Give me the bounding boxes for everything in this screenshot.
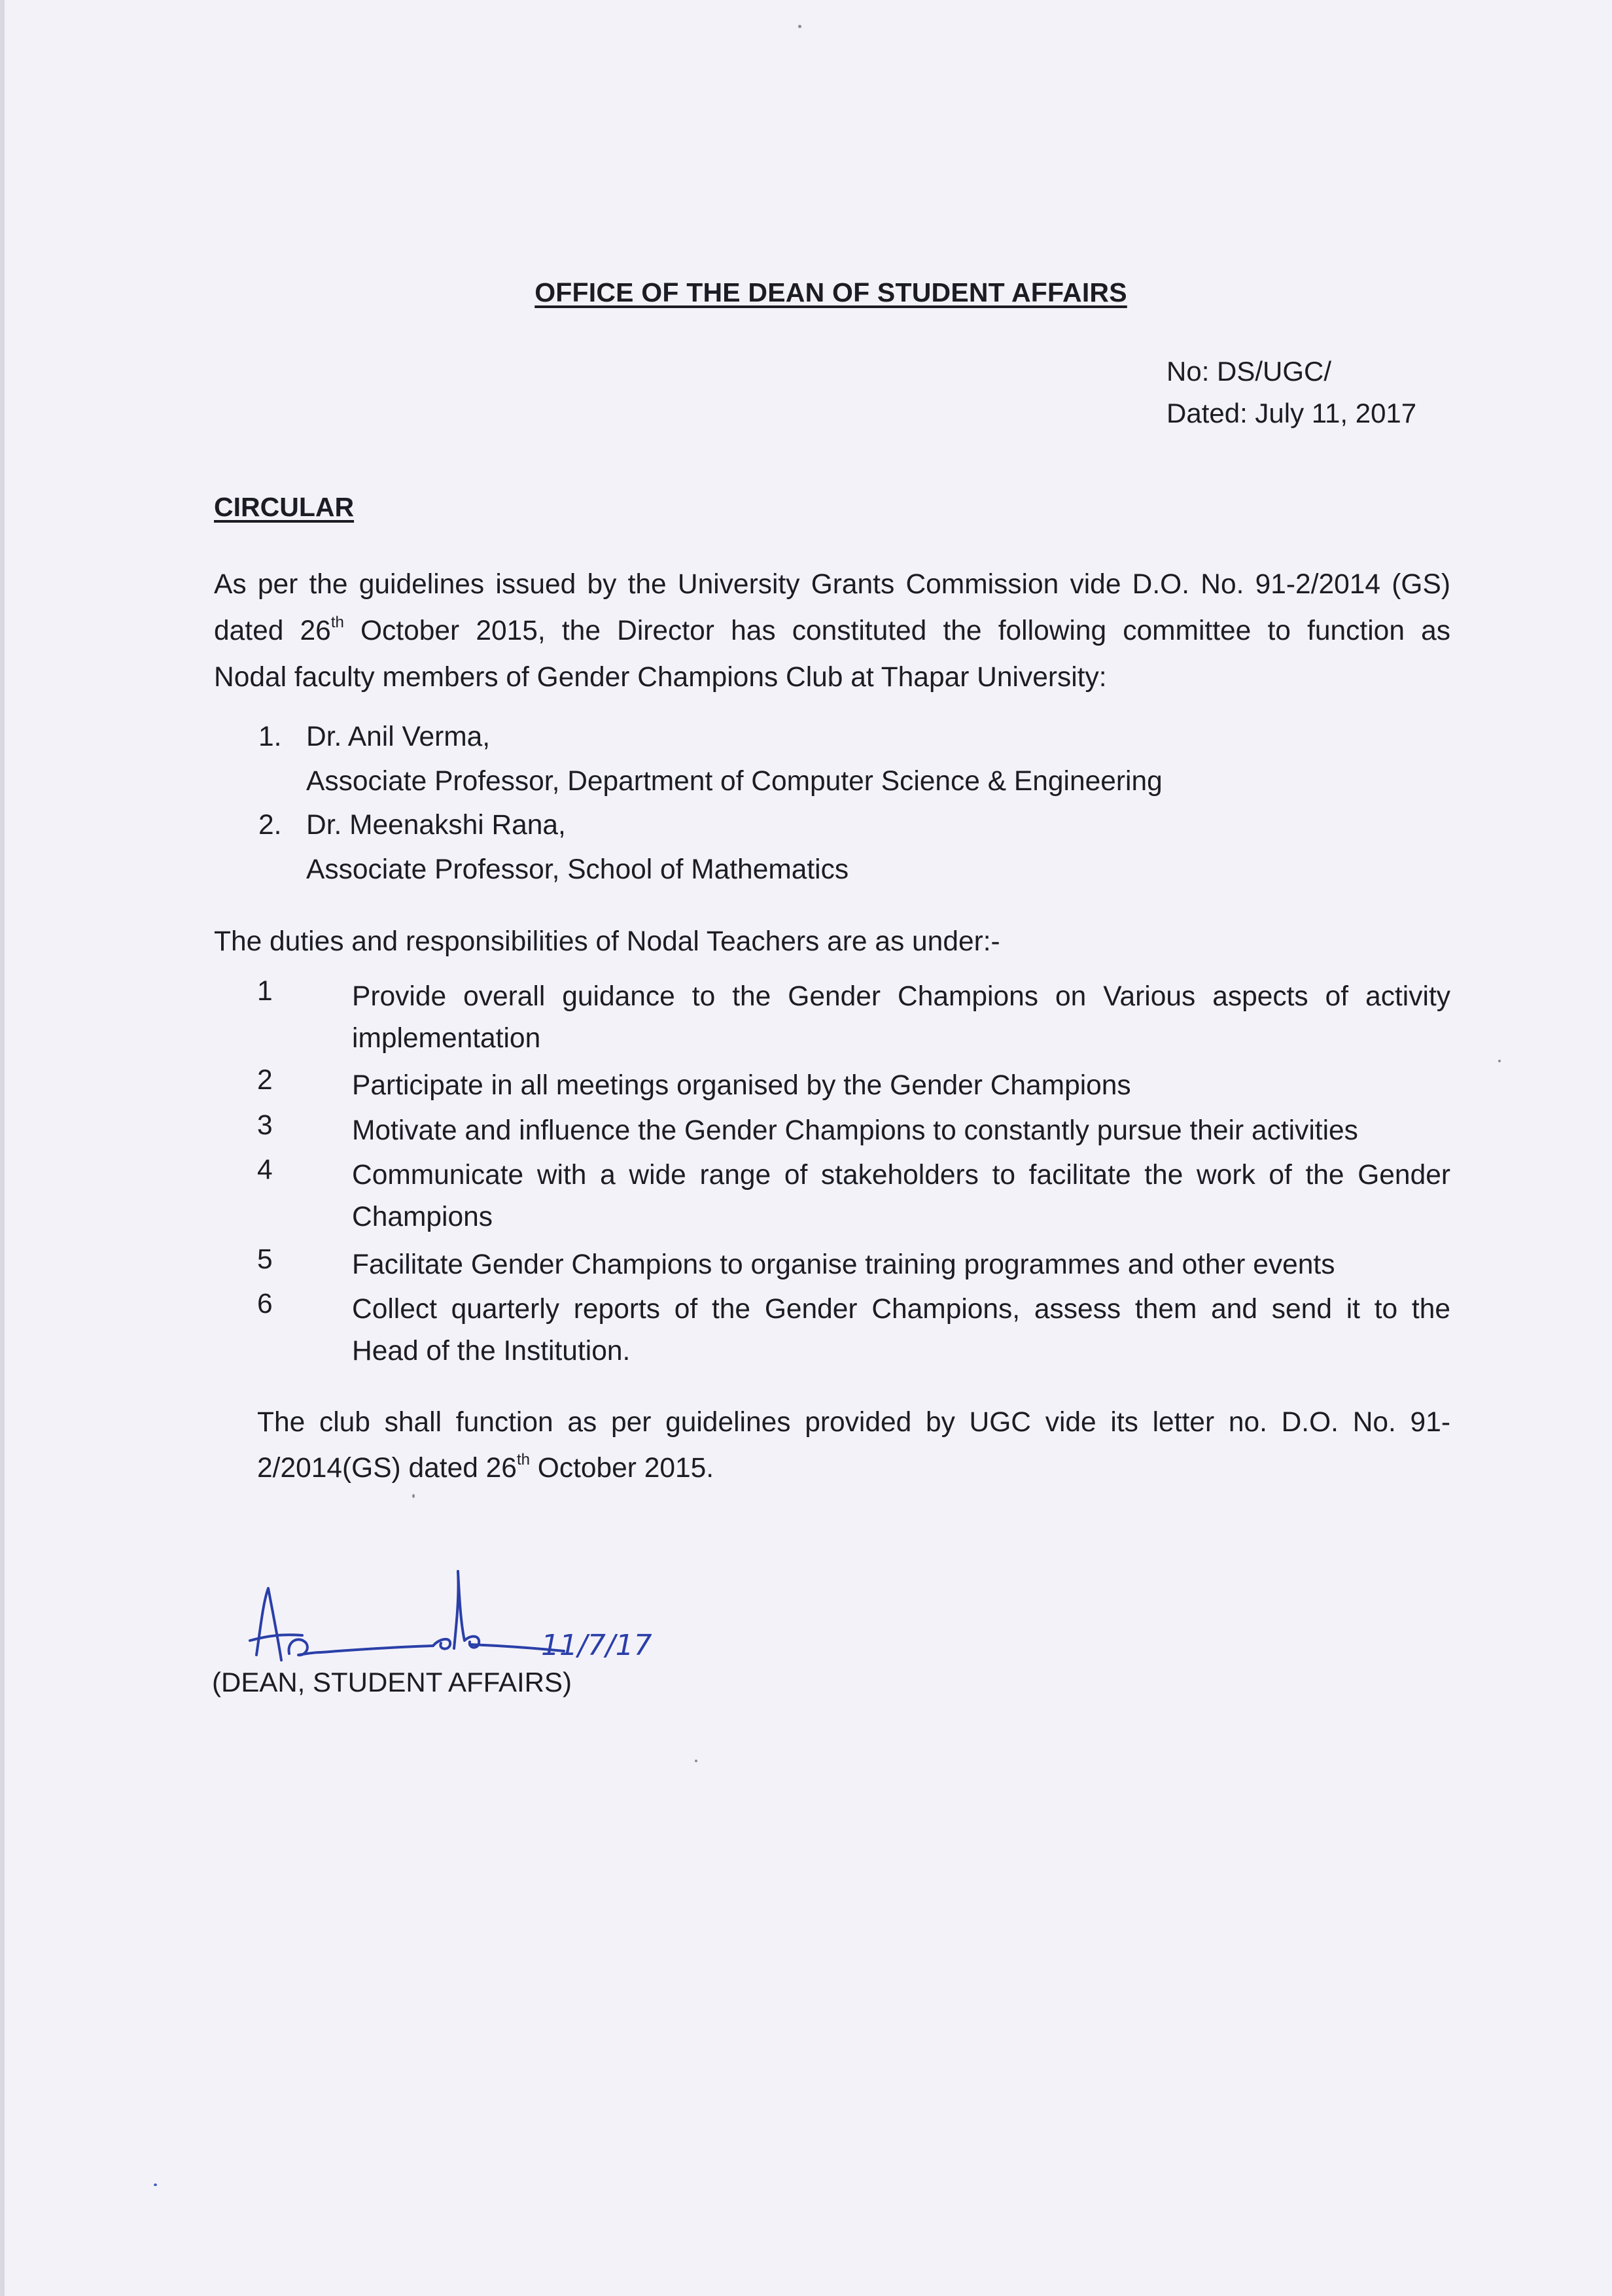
duties-intro: The duties and responsibilities of Nodal Teachers are as under:- <box>214 926 1000 957</box>
signature-date: 11/7/17 <box>541 1629 652 1662</box>
duty-text <box>352 1289 1450 1372</box>
scan-speck <box>412 1494 415 1498</box>
closing-line-2-end: October 2015. <box>529 1453 714 1484</box>
intro-line-3: Nodal faculty members of Gender Champions Club at Thapar University: <box>214 662 1107 693</box>
intro-line-2 <box>214 608 1450 654</box>
office-title: OFFICE OF THE DEAN OF STUDENT AFFAIRS <box>534 277 1127 307</box>
reference-date: Dated: July 11, 2017 <box>1166 398 1417 428</box>
duty-number: 2 <box>257 1065 273 1096</box>
closing-line-1: The club shall function as per guidelines provided by UGC vide its letter no. D.O. No. 91- <box>257 1407 1450 1438</box>
circular-heading: CIRCULAR <box>214 492 355 522</box>
intro-line-2-superscript: th <box>330 613 344 631</box>
intro-line-2-start: dated 26 <box>214 616 331 646</box>
member-name: Dr. Anil Verma, <box>306 722 491 752</box>
closing-paragraph <box>257 1400 1450 1491</box>
duty-text <box>352 1065 1450 1107</box>
intro-line-2-end: October 2015, the Director has constituted the following committee to function as <box>343 616 1451 646</box>
intro-paragraph <box>214 561 1450 701</box>
closing-line-2-superscript: th <box>516 1450 530 1469</box>
duty-text <box>352 976 1450 1060</box>
member-designation: Associate Professor, Department of Computer Science & Engineering <box>306 766 1163 797</box>
scan-speck <box>1498 1060 1501 1062</box>
intro-line-1: As per the guidelines issued by the University Grants Commission vide D.O. No. 91-2/2014 (GS) <box>214 569 1450 600</box>
duty-line-1: Participate in all meetings organised by the Gender Champions <box>352 1070 1131 1101</box>
duty-line-1: Motivate and influence the Gender Champions to constantly pursue their activities <box>352 1115 1358 1146</box>
member-designation: Associate Professor, School of Mathematics <box>306 854 849 885</box>
scan-speck <box>154 2183 157 2186</box>
duty-number: 4 <box>257 1155 273 1185</box>
duty-number: 5 <box>257 1244 273 1275</box>
reference-number: No: DS/UGC/ <box>1166 356 1332 387</box>
handwritten-signature <box>243 1557 662 1681</box>
duty-number: 6 <box>257 1289 273 1319</box>
duty-number: 1 <box>257 976 273 1007</box>
scan-speck <box>798 25 801 28</box>
duty-line-2: Champions <box>352 1202 493 1232</box>
duty-line-1: Communicate with a wide range of stakeholders to facilitate the work of the Gender <box>352 1160 1450 1191</box>
duty-text <box>352 1155 1450 1238</box>
member-number: 2. <box>258 810 282 841</box>
reference-block <box>1166 351 1416 434</box>
duty-text <box>352 1244 1450 1286</box>
duty-line-2: implementation <box>352 1023 541 1054</box>
scan-edge <box>0 0 5 2296</box>
duty-line-1: Collect quarterly reports of the Gender Champions, assess them and send it to the <box>352 1294 1450 1325</box>
scan-speck <box>695 1760 697 1762</box>
closing-line-2 <box>257 1446 1450 1491</box>
duty-text <box>352 1110 1450 1152</box>
signatory-caption: (DEAN, STUDENT AFFAIRS) <box>212 1667 572 1697</box>
duty-number: 3 <box>257 1110 273 1141</box>
duty-line-2: Head of the Institution. <box>352 1336 631 1366</box>
duty-line-1: Facilitate Gender Champions to organise training programmes and other events <box>352 1249 1335 1280</box>
member-name: Dr. Meenakshi Rana, <box>306 810 566 841</box>
closing-line-2-start: 2/2014(GS) dated 26 <box>257 1453 517 1484</box>
duty-line-1: Provide overall guidance to the Gender Champions on Various aspects of activity <box>352 981 1450 1012</box>
member-number: 1. <box>258 722 282 752</box>
